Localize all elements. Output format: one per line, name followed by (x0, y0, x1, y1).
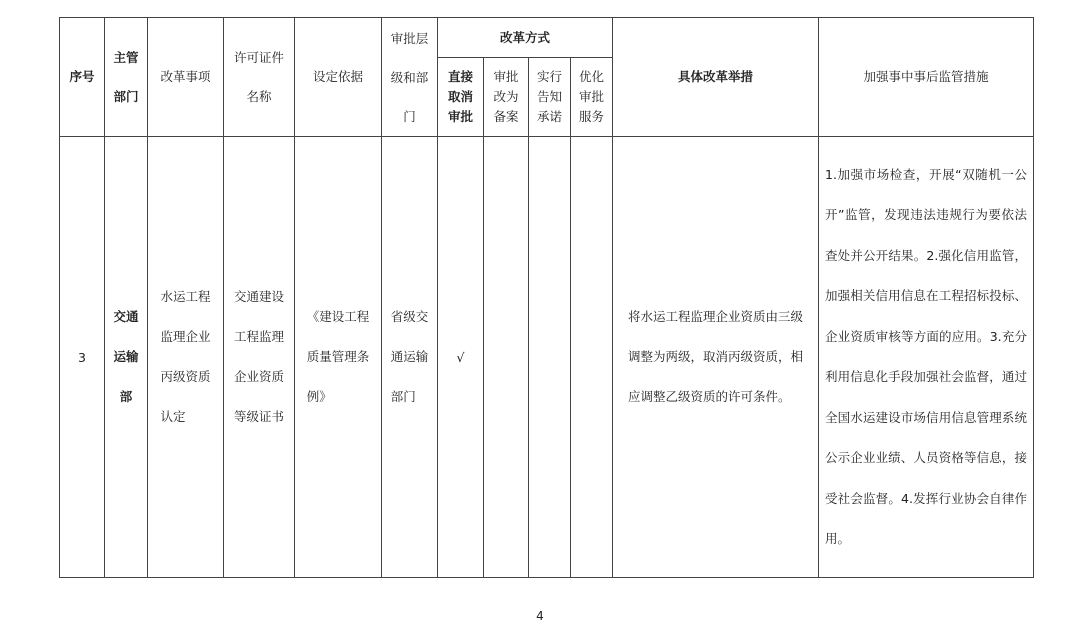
row-item: 水运工程 监理企业 丙级资质 认定 (148, 137, 224, 578)
header-item: 改革事项 (148, 18, 224, 137)
row-level: 省级交 通运输 部门 (382, 137, 438, 578)
header-method-optimize: 优化 审批 服务 (571, 58, 613, 137)
page-number: 4 (536, 609, 544, 623)
header-basis: 设定依据 (295, 18, 382, 137)
row-measures: 将水运工程监理企业资质由三级 调整为两级，取消丙级资质，相 应调整乙级资质的许可条件。 (613, 137, 819, 578)
row-license: 交通建设 工程监理 企业资质 等级证书 (224, 137, 295, 578)
row-basis: 《建设工程 质量管理条 例》 (295, 137, 382, 578)
row-method-filing (484, 137, 529, 578)
header-measures: 具体改革举措 (613, 18, 819, 137)
header-method-commit: 实行 告知 承诺 (529, 58, 571, 137)
header-method-group: 改革方式 (438, 18, 613, 58)
header-supervision: 加强事中事后监管措施 (819, 18, 1034, 137)
reform-table (59, 17, 1034, 578)
header-license: 许可证件 名称 (224, 18, 295, 137)
row-serial: 3 (60, 137, 105, 578)
header-serial: 序号 (60, 18, 105, 137)
row-method-commit (529, 137, 571, 578)
header-level: 审批层 级和部 门 (382, 18, 438, 137)
header-department: 主管 部门 (105, 18, 148, 137)
row-department: 交通 运输 部 (105, 137, 148, 578)
row-method-cancel: √ (438, 137, 484, 578)
header-method-filing: 审批 改为 备案 (484, 58, 529, 137)
header-method-cancel: 直接 取消 审批 (438, 58, 484, 137)
row-supervision: 1.加强市场检查，开展“双随机一公开”监管，发现违法违规行为要依法查处并公开结果。2.强化信用监管，加强相关信用信息在工程招标投标、企业资质审核等方面的应用。3.充分利用信息化手段加强社会监督，通过全国水运建设市场信用信息管理系统公示企业业绩、人员资格等信息，接受社会监督。4.发挥行业协会自律作用。 (819, 137, 1034, 578)
row-method-optimize (571, 137, 613, 578)
